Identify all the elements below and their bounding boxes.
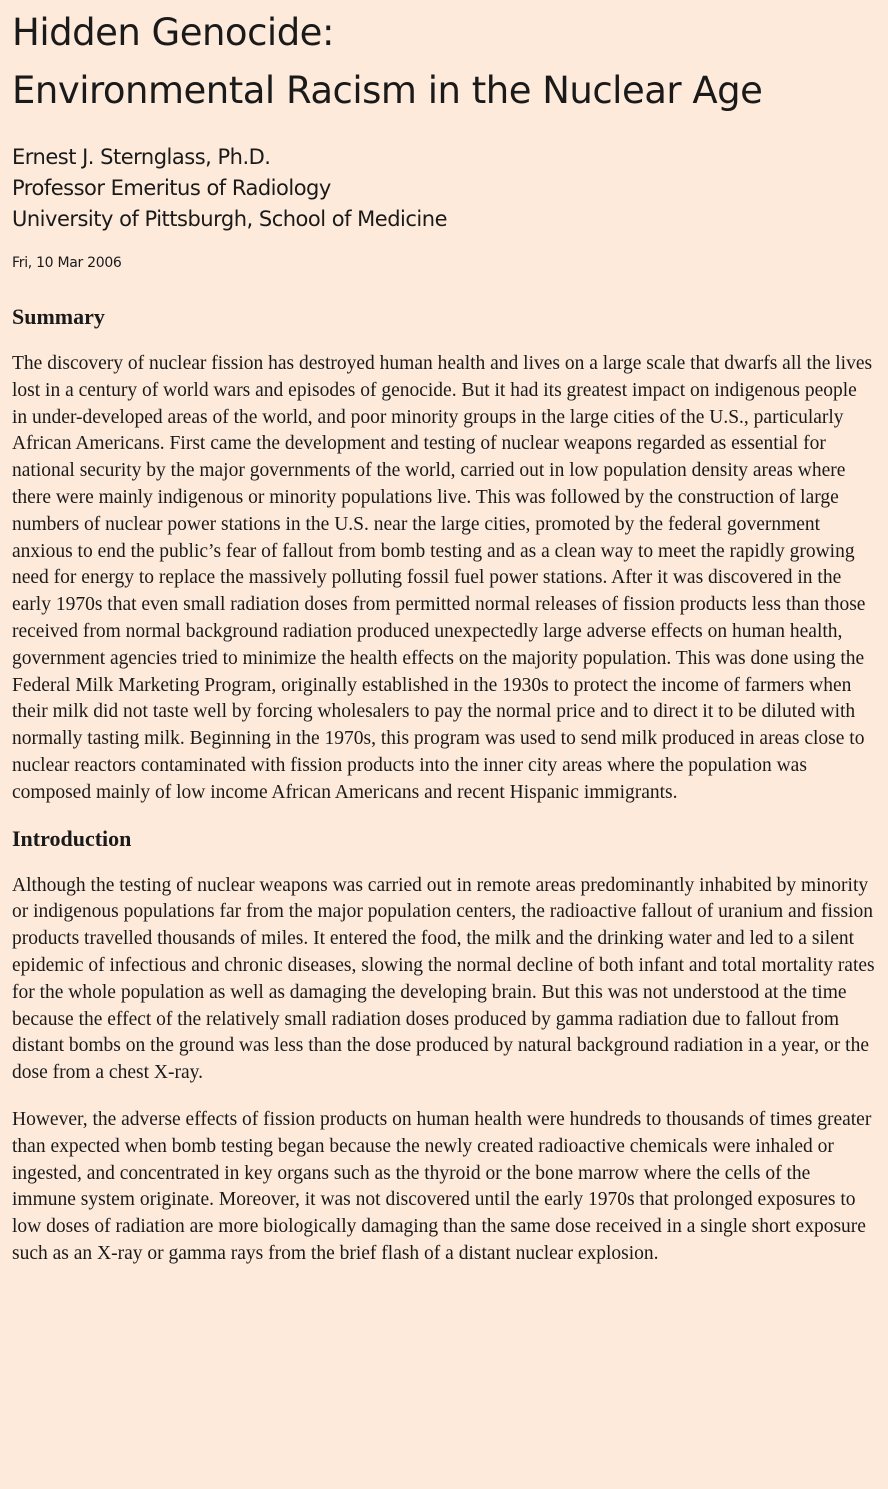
publish-date: Fri, 10 Mar 2006	[12, 255, 122, 271]
author-block	[12, 142, 876, 235]
author-position: Professor Emeritus of Radiology	[12, 176, 331, 200]
summary-paragraph: The discovery of nuclear fission has destroyed human health and lives on a large scale that dwarfs all the lives lost in a century of world wars and episodes of genocide. But it had its greatest impact on indigenous people in under-developed areas of the world, and poor minority groups in the large cities of the U.S., particularly African Americans. First came the development and testing of nuclear weapons regarded as essential for national security by the major governments of the world, carried out in low population density areas where there were mainly indigenous or minority populations live. This was followed by the construction of large numbers of nuclear power stations in the U.S. near the large cities, promoted by the federal government anxious to end the public’s fear of fallout from bomb testing and as a clean way to meet the rapidly growing need for energy to replace the massively polluting fossil fuel power stations. After it was discovered in the early 1970s that even small radiation doses from permitted normal releases of fission products less than those received from normal background radiation produced unexpectedly large adverse effects on human health, government agencies tried to minimize the health effects on the majority population. This was done using the Federal Milk Marketing Program, originally established in the 1930s to protect the income of farmers when their milk did not taste well by forcing wholesalers to pay the normal price and to direct it to be diluted with normally tasting milk. Beginning in the 1970s, this program was used to send milk produced in areas close to nuclear reactors contaminated with fission products into the inner city areas where the population was composed mainly of low income African Americans and recent Hispanic immigrants.	[12, 353, 873, 803]
author-name: Ernest J. Sternglass, Ph.D.	[12, 145, 271, 169]
title-line-1: Hidden Genocide:	[12, 11, 334, 54]
article-title	[12, 4, 876, 120]
summary-heading: Summary	[12, 304, 105, 329]
author-institution: University of Pittsburgh, School of Medicine	[12, 207, 447, 231]
introduction-paragraph-2: However, the adverse effects of fission products on human health were hundreds to thousands of times greater than expected when bomb testing began because the newly created radioactive chemicals were inhaled or ingested, and concentrated in key organs such as the thyroid or the bone marrow where the cells of the immune system originate. Moreover, it was not discovered until the early 1970s that prolonged exposures to low doses of radiation are more biologically damaging than the same dose received in a single short exposure such as an X-ray or gamma rays from the brief flash of a distant nuclear explosion.	[12, 1108, 872, 1264]
title-line-2: Environmental Racism in the Nuclear Age	[12, 69, 763, 112]
introduction-heading: Introduction	[12, 825, 132, 851]
introduction-paragraph-1: Although the testing of nuclear weapons was carried out in remote areas predominantly inhabited by minority or indigenous populations far from the major population centers, the radioactive fallout of uranium and fission products travelled thousands of miles. It entered the food, the milk and the drinking water and led to a silent epidemic of infectious and chronic diseases, slowing the normal decline of both infant and total mortality rates for the whole population as well as damaging the developing brain. But this was not understood at the time because the effect of the relatively small radiation doses produced by gamma radiation due to fallout from distant bombs on the ground was less than the dose produced by natural background radiation in a year, or the dose from a chest X-ray.	[12, 874, 875, 1084]
